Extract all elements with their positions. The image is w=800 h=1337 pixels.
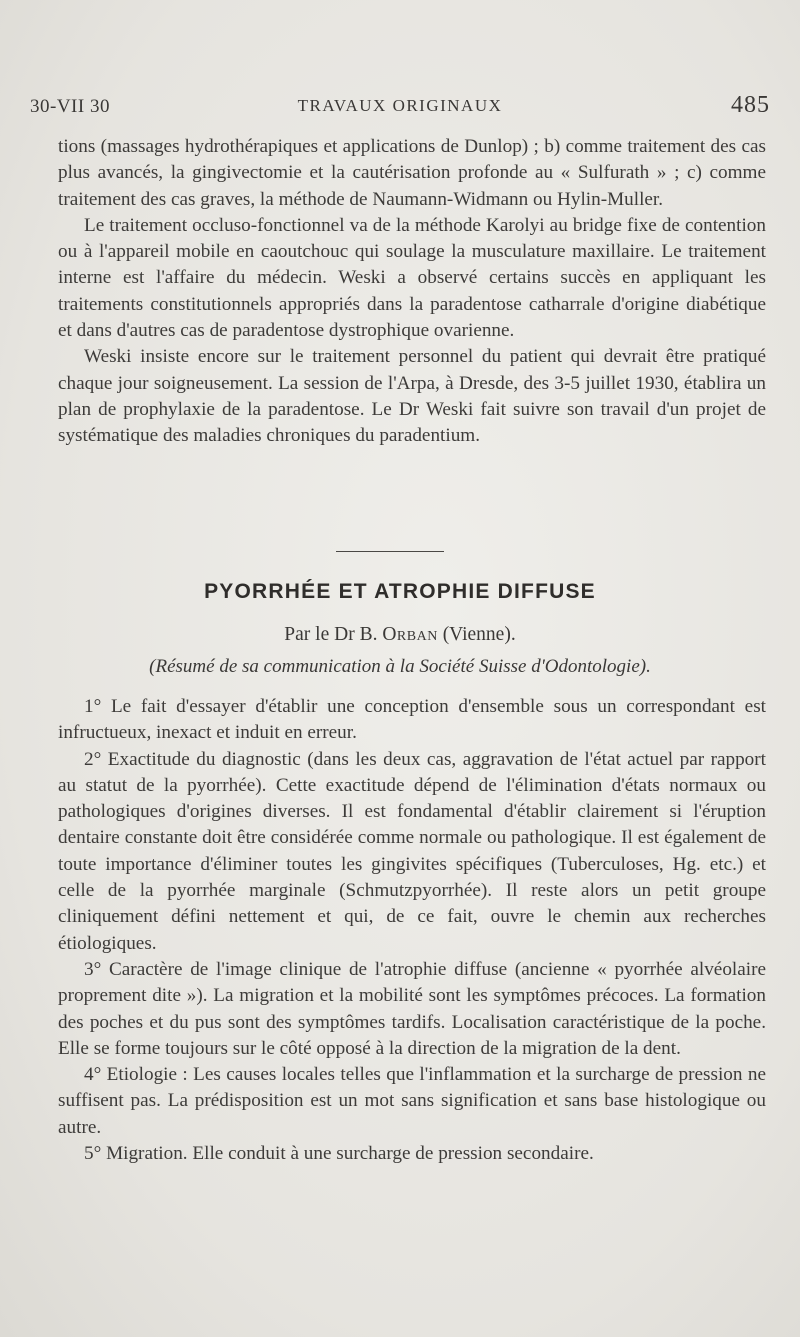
numbered-points: [58, 694, 766, 1167]
abstract-note: (Résumé de sa communication à la Société Suisse d'Odontologie).: [149, 656, 651, 677]
byline-prefix: Par le Dr B.: [284, 624, 383, 645]
header-title: TRAVAUX ORIGINAUX: [297, 96, 503, 115]
header-date: 30-VII 30: [30, 96, 110, 117]
point-1: 1° Le fait d'essayer d'établir une conception d'ensemble sous un correspondant est infructueux, inexact et induit en erreur.: [58, 696, 766, 744]
paragraph: Weski insiste encore sur le traitement personnel du patient qui devrait être pratiqué chaque jour soigneusement. La session de l'Arpa, à Dresde, des 3-5 juillet 1930, établira un plan de prophylaxie de la paradentose. Le Dr Weski fait suivre son travail d'un projet de systématique des maladies chroniques du paradentium.: [58, 346, 766, 447]
section-title: PYORRHÉE ET ATROPHIE DIFFUSE: [204, 580, 596, 603]
author-name: Orban: [382, 624, 438, 645]
page-number: 485: [731, 92, 770, 118]
point-4: 4° Etiologie : Les causes locales telles que l'inflammation et la surcharge de pression ne suffisent pas. La prédisposition est un mot sans signification et sans base histologique ou autre.: [58, 1064, 766, 1138]
paragraph: Le traitement occluso-fonctionnel va de la méthode Karolyi au bridge fixe de contention ou à l'appareil mobile en caoutchouc qui soulage la musculature maxillaire. Le traitement interne est l'affaire du médecin. Weski a observé certains succès en appliquant les traitements constitutionnels appropriés dans la paradentose catharrale d'origine diabétique et dans d'autres cas de paradentose dystrophique ovarienne.: [58, 214, 766, 342]
author-byline: [0, 624, 800, 646]
point-5: 5° Migration. Elle conduit à une surcharge de pression secondaire.: [84, 1143, 594, 1165]
point-2: 2° Exactitude du diagnostic (dans les deux cas, aggravation de l'état actuel par rapport au statut de la pyorrhée). Cette exactitude dépend de l'élimination d'états normaux ou pathologiques d'origines diverses. Il est fondamental d'établir clairement si l'éruption dentaire constante doit être considérée comme normale ou pathologique. Il est également de toute importance d'éliminer toutes les gingivites spécifiques (Tuberculoses, Hg. etc.) et celle de la pyorrhée marginale (Schmutzpyorrhée). Il reste alors un petit groupe cliniquement défini nettement et qui, de ce fait, ouvre le chemin aux recherches étiologiques.: [58, 748, 766, 954]
section-divider: [336, 551, 444, 552]
paragraph: tions (massages hydrothérapiques et applications de Dunlop) ; b) comme traitement des cas plus avancés, la gingivectomie et la cautérisation profonde au « Sulfurath » ; c) comme traitement des cas graves, la méthode de Naumann-Widmann ou Hylin-Muller.: [58, 136, 766, 210]
body-text-top: [58, 134, 766, 450]
byline-suffix: (Vienne).: [437, 624, 516, 645]
running-header: [30, 92, 770, 122]
point-3: 3° Caractère de l'image clinique de l'atrophie diffuse (ancienne « pyorrhée alvéolaire proprement dite »). La migration et la mobilité sont les symptômes précoces. La formation des poches et du pus sont des symptômes tardifs. Localisation caractéristique de la poche. Elle se forme toujours sur le côté opposé à la direction de la migration de la dent.: [58, 958, 766, 1059]
